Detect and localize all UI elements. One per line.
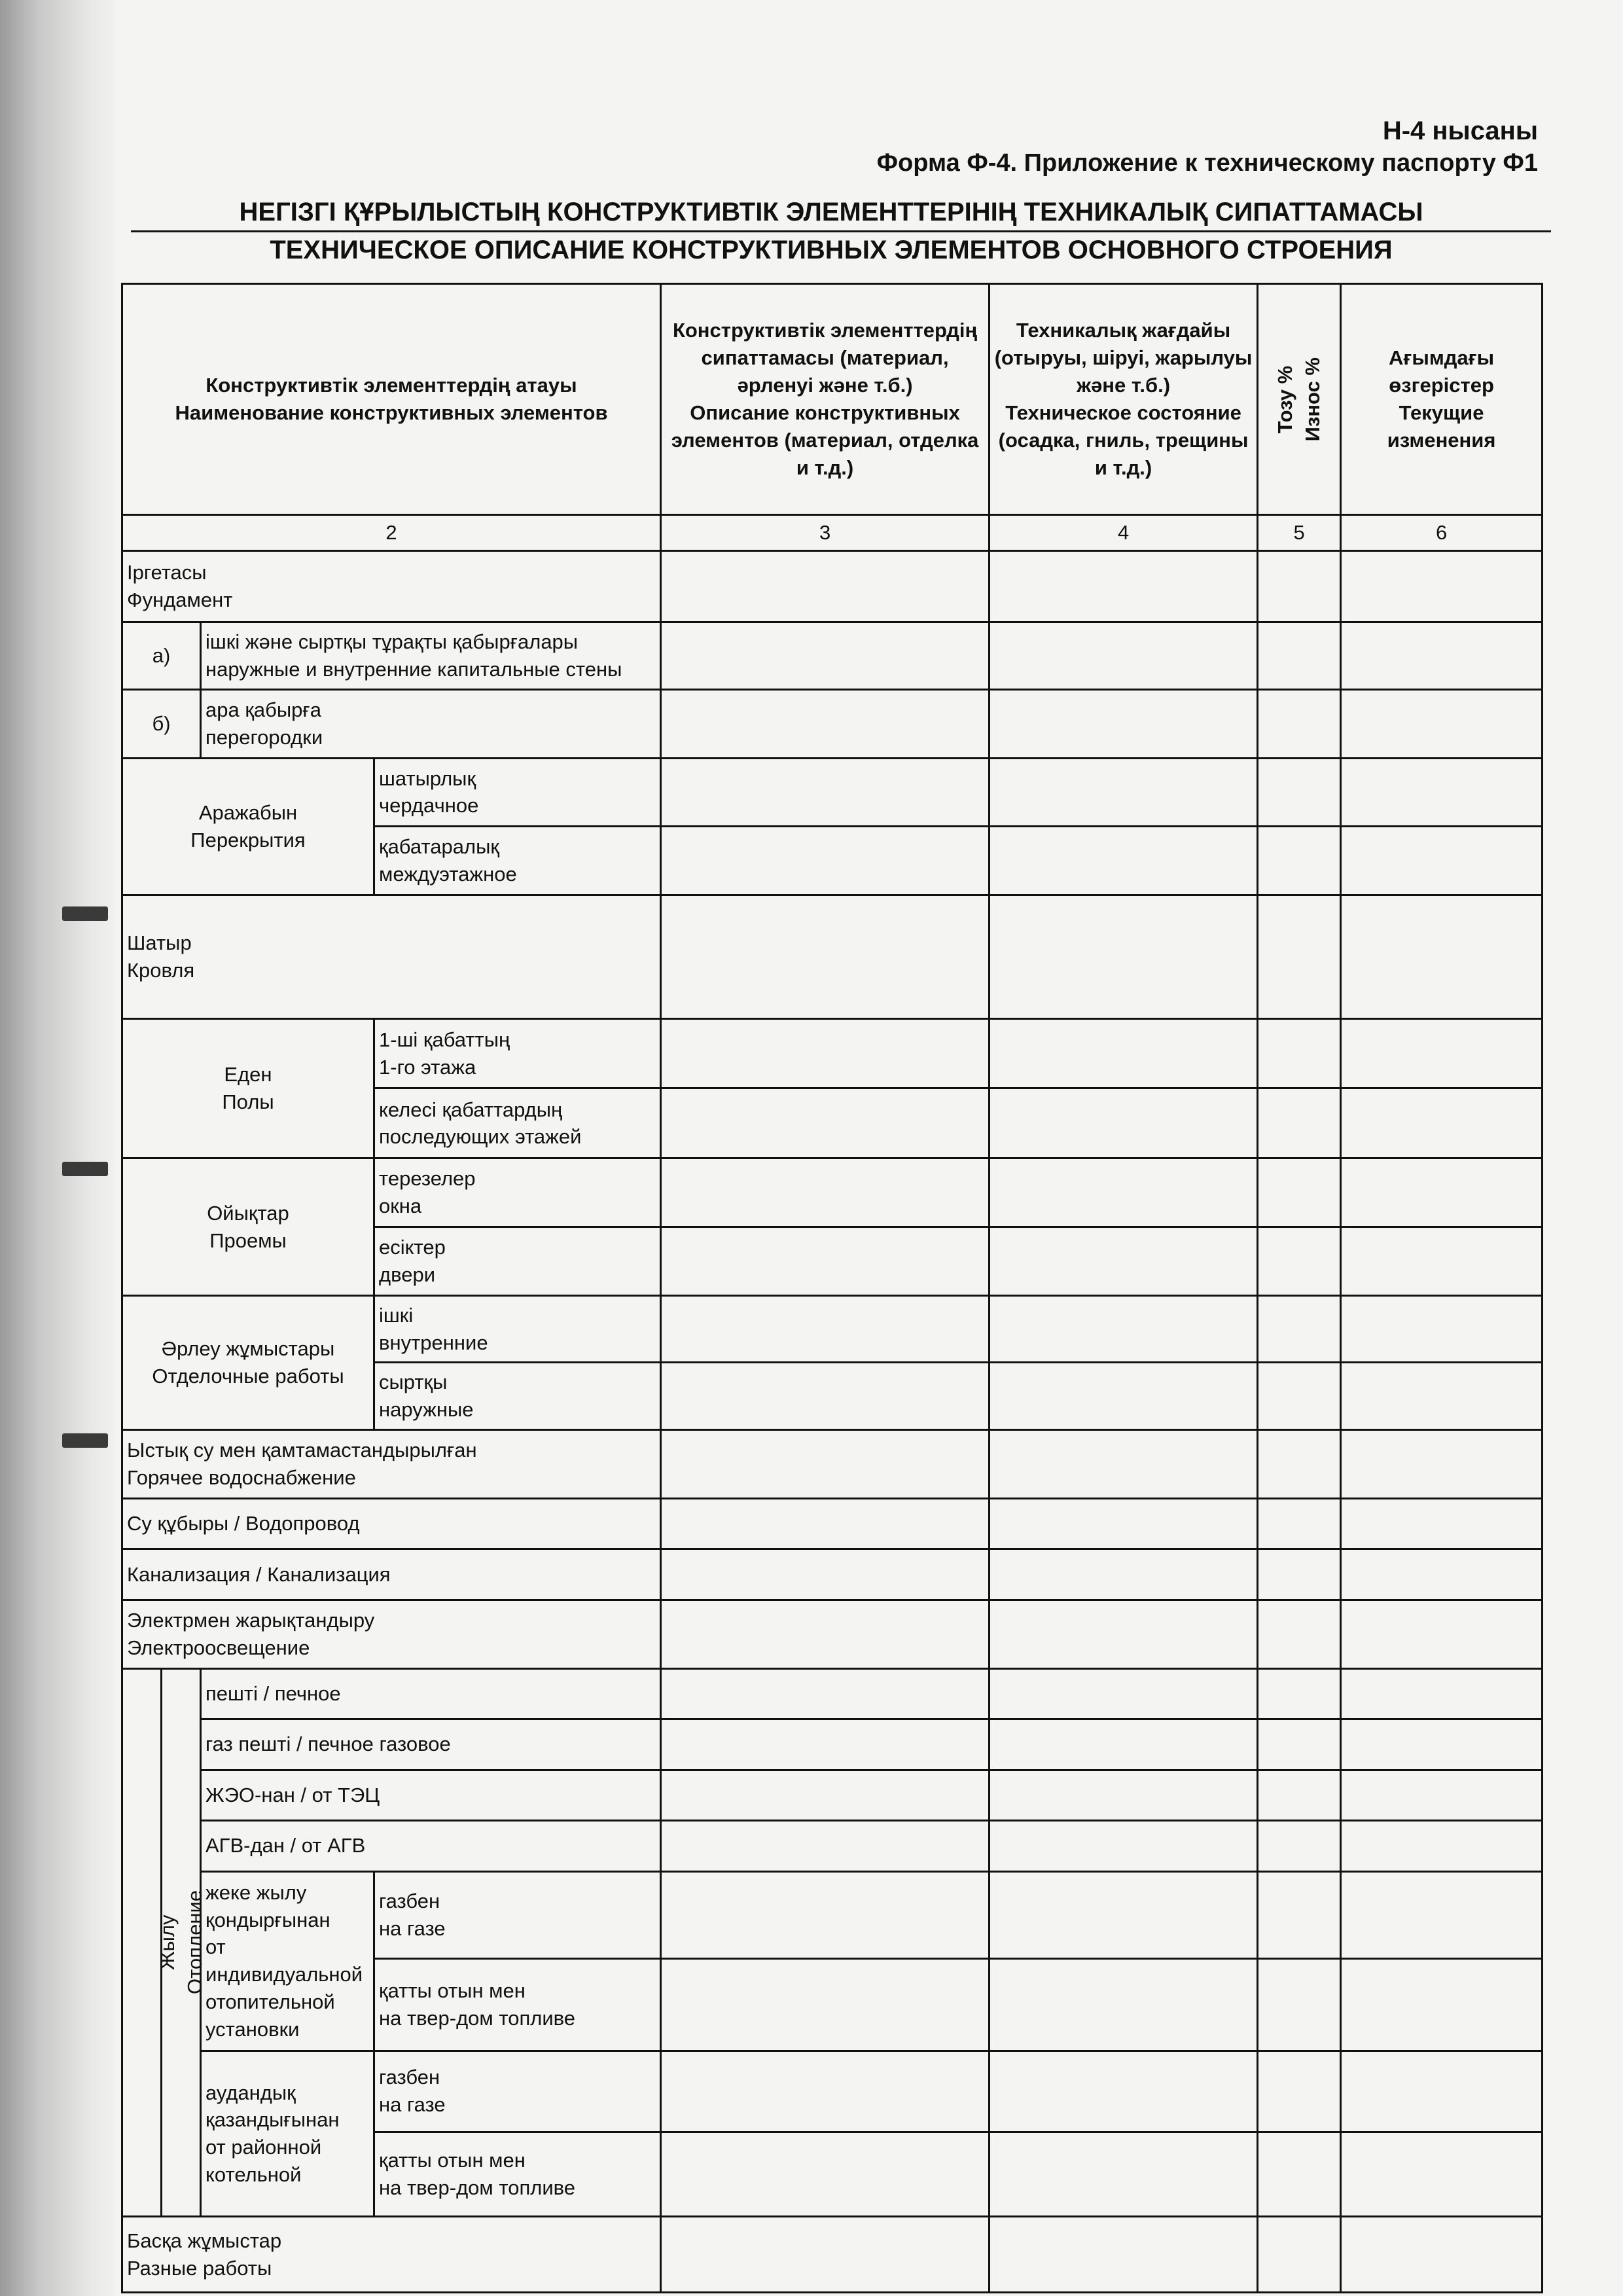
cell-wear[interactable] <box>1258 2217 1341 2293</box>
cell-description[interactable] <box>661 1821 990 1872</box>
cell-changes[interactable] <box>1341 622 1543 690</box>
table-row <box>122 758 1543 827</box>
form-number-kz: Н-4 нысаны <box>1382 117 1538 145</box>
row-label-sewer: Канализация / Канализация <box>122 1549 661 1600</box>
cell-condition[interactable] <box>990 1088 1258 1158</box>
row-label-gas-stove: газ пешті / печное газовое <box>201 1719 661 1770</box>
cell-changes[interactable] <box>1341 2132 1543 2217</box>
col-number: 4 <box>990 514 1258 550</box>
cell-wear[interactable] <box>1258 1959 1341 2051</box>
cell-changes[interactable] <box>1341 1770 1543 1821</box>
cell-changes[interactable] <box>1341 827 1543 895</box>
cell-condition[interactable] <box>990 1498 1258 1549</box>
cell-wear[interactable] <box>1258 2132 1341 2217</box>
row-label-tec: ЖЭО-нан / от ТЭЦ <box>201 1770 661 1821</box>
col-header-changes: Ағымдағы өзгерістер Текущие изменения <box>1341 284 1543 515</box>
binding-ring <box>62 1162 108 1176</box>
form-number-ru: Форма Ф-4. Приложение к техническому паспорту Ф1 <box>876 149 1538 177</box>
cell-description[interactable] <box>661 1600 990 1668</box>
cell-condition[interactable] <box>990 1770 1258 1821</box>
row-label-other: Басқа жұмыстар Разные работы <box>122 2217 661 2293</box>
table-row <box>122 622 1543 690</box>
cell-description[interactable] <box>661 1959 990 2051</box>
row-label-stove: пешті / печное <box>201 1668 661 1719</box>
cell-changes[interactable] <box>1341 1871 1543 1959</box>
cell-changes[interactable] <box>1341 1600 1543 1668</box>
row-label-individual: жеке жылу қондырғынан от индивидуальной отопительной установки <box>201 1871 374 2051</box>
row-letter-b: б) <box>122 689 201 758</box>
col-header-wear: Тозу % Износ % <box>1258 284 1341 515</box>
row-label-partitions: ара қабырға перегородки <box>201 689 661 758</box>
table-row <box>122 1821 1543 1872</box>
cell-wear[interactable] <box>1258 758 1341 827</box>
row-sublabel-solid-fuel: қатты отын мен на твер-дом топливе <box>374 2132 661 2217</box>
cell-changes[interactable] <box>1341 1295 1543 1363</box>
col-number: 5 <box>1258 514 1341 550</box>
row-label-hot-water: Ыстық су мен қамтамастандырылған Горячее водоснабжение <box>122 1430 661 1499</box>
cell-changes[interactable] <box>1341 1719 1543 1770</box>
cell-changes[interactable] <box>1341 1088 1543 1158</box>
cell-description[interactable] <box>661 758 990 827</box>
row-label-roof: Шатыр Кровля <box>122 895 661 1019</box>
cell-wear[interactable] <box>1258 1668 1341 1719</box>
cell-description[interactable] <box>661 1227 990 1296</box>
cell-changes[interactable] <box>1341 1668 1543 1719</box>
row-label-district: аудандық қазандығынан от районной котельной <box>201 2051 374 2216</box>
row-label-agv: АГВ-дан / от АГВ <box>201 1821 661 1872</box>
cell-condition[interactable] <box>990 1158 1258 1227</box>
cell-description[interactable] <box>661 1363 990 1430</box>
cell-wear[interactable] <box>1258 1363 1341 1430</box>
title-ru: ТЕХНИЧЕСКОЕ ОПИСАНИЕ КОНСТРУКТИВНЫХ ЭЛЕМЕНТОВ ОСНОВНОГО СТРОЕНИЯ <box>270 236 1393 264</box>
cell-changes[interactable] <box>1341 551 1543 622</box>
cell-wear[interactable] <box>1258 551 1341 622</box>
cell-wear[interactable] <box>1258 1088 1341 1158</box>
row-sublabel-interfloor: қабатаралық междуэтажное <box>374 827 661 895</box>
cell-changes[interactable] <box>1341 1363 1543 1430</box>
cell-description[interactable] <box>661 1770 990 1821</box>
title-underline <box>131 230 1551 232</box>
cell-wear[interactable] <box>1258 1018 1341 1088</box>
cell-wear[interactable] <box>1258 1158 1341 1227</box>
column-number-row <box>122 514 1543 550</box>
cell-wear[interactable] <box>1258 1227 1341 1296</box>
table-row <box>122 689 1543 758</box>
cell-condition[interactable] <box>990 2132 1258 2217</box>
cell-changes[interactable] <box>1341 1959 1543 2051</box>
table-row <box>122 1158 1543 1227</box>
cell-description[interactable] <box>661 1430 990 1499</box>
cell-condition[interactable] <box>990 551 1258 622</box>
cell-wear[interactable] <box>1258 1600 1341 1668</box>
cell-description[interactable] <box>661 1018 990 1088</box>
table-row <box>122 1430 1543 1499</box>
cell-condition[interactable] <box>990 1549 1258 1600</box>
cell-changes[interactable] <box>1341 1821 1543 1872</box>
cell-changes[interactable] <box>1341 1498 1543 1549</box>
row-label-floors: Еден Полы <box>122 1018 374 1158</box>
cell-description[interactable] <box>661 1871 990 1959</box>
cell-description[interactable] <box>661 622 990 690</box>
cell-description[interactable] <box>661 1668 990 1719</box>
cell-condition[interactable] <box>990 1821 1258 1872</box>
row-label-heating: Жылу Отопление <box>162 1668 201 2217</box>
cell-description[interactable] <box>661 2132 990 2217</box>
binding-ring <box>62 1433 108 1448</box>
cell-changes[interactable] <box>1341 1018 1543 1088</box>
col-number: 2 <box>122 514 661 550</box>
cell-description[interactable] <box>661 1295 990 1363</box>
row-sublabel-attic: шатырлық чердачное <box>374 758 661 827</box>
cell-wear[interactable] <box>1258 1295 1341 1363</box>
cell-wear[interactable] <box>1258 689 1341 758</box>
table-row <box>122 1549 1543 1600</box>
row-label-floor-overlaps: Аражабын Перекрытия <box>122 758 374 895</box>
binding-strip <box>0 0 115 2296</box>
col-number: 6 <box>1341 514 1543 550</box>
cell-changes[interactable] <box>1341 895 1543 1019</box>
cell-changes[interactable] <box>1341 1549 1543 1600</box>
row-sublabel-internal: ішкі внутренние <box>374 1295 661 1363</box>
col-header-name: Конструктивтік элементтердің атауы Наименование конструктивных элементов <box>122 284 661 515</box>
cell-condition[interactable] <box>990 1430 1258 1499</box>
cell-description[interactable] <box>661 827 990 895</box>
cell-description[interactable] <box>661 1158 990 1227</box>
table-row <box>122 1668 1543 1719</box>
cell-description[interactable] <box>661 689 990 758</box>
cell-description[interactable] <box>661 1088 990 1158</box>
table-row <box>122 1295 1543 1363</box>
cell-description[interactable] <box>661 1549 990 1600</box>
table-row <box>122 1600 1543 1668</box>
row-sublabel-gas: газбен на газе <box>374 1871 661 1959</box>
cell-description[interactable] <box>661 1719 990 1770</box>
table-row <box>122 1770 1543 1821</box>
cell-condition[interactable] <box>990 1295 1258 1363</box>
cell-wear[interactable] <box>1258 1821 1341 1872</box>
cell-description[interactable] <box>661 895 990 1019</box>
cell-condition[interactable] <box>990 827 1258 895</box>
header-row <box>122 284 1543 515</box>
cell-condition[interactable] <box>990 2051 1258 2132</box>
row-label-walls: ішкі және сыртқы тұрақты қабырғалары наружные и внутренние капитальные стены <box>201 622 661 690</box>
cell-wear[interactable] <box>1258 827 1341 895</box>
row-sublabel-solid-fuel: қатты отын мен на твер-дом топливе <box>374 1959 661 2051</box>
cell-wear[interactable] <box>1258 895 1341 1019</box>
cell-condition[interactable] <box>990 1959 1258 2051</box>
cell-changes[interactable] <box>1341 1430 1543 1499</box>
row-sublabel-external: сыртқы наружные <box>374 1363 661 1430</box>
cell-changes[interactable] <box>1341 2051 1543 2132</box>
binding-ring <box>62 906 108 921</box>
cell-wear[interactable] <box>1258 1871 1341 1959</box>
cell-wear[interactable] <box>1258 1549 1341 1600</box>
row-sublabel-gas: газбен на газе <box>374 2051 661 2132</box>
cell-condition[interactable] <box>990 1363 1258 1430</box>
table-row <box>122 1018 1543 1088</box>
col-number: 3 <box>661 514 990 550</box>
cell-description[interactable] <box>661 1498 990 1549</box>
cell-description[interactable] <box>661 551 990 622</box>
col-header-description: Конструктивтік элементтердің сипаттамасы (материал, әрленуі және т.б.) Описание конструктивных элементов (материал, отделка и т.д.) <box>661 284 990 515</box>
cell-condition[interactable] <box>990 895 1258 1019</box>
table-row <box>122 1498 1543 1549</box>
cell-changes[interactable] <box>1341 758 1543 827</box>
cell-condition[interactable] <box>990 1871 1258 1959</box>
cell-condition[interactable] <box>990 1018 1258 1088</box>
table-row <box>122 1871 1543 1959</box>
row-sublabel-doors: есіктер двери <box>374 1227 661 1296</box>
cell-condition[interactable] <box>990 689 1258 758</box>
cell-changes[interactable] <box>1341 1158 1543 1227</box>
cell-condition[interactable] <box>990 1600 1258 1668</box>
cell-wear[interactable] <box>1258 1498 1341 1549</box>
cell-condition[interactable] <box>990 1227 1258 1296</box>
cell-condition[interactable] <box>990 758 1258 827</box>
cell-wear[interactable] <box>1258 1770 1341 1821</box>
cell-condition[interactable] <box>990 2217 1258 2293</box>
cell-changes[interactable] <box>1341 2217 1543 2293</box>
elements-table <box>121 283 1543 2293</box>
row-sublabel-next-floors: келесі қабаттардың последующих этажей <box>374 1088 661 1158</box>
cell-wear[interactable] <box>1258 1719 1341 1770</box>
cell-condition[interactable] <box>990 622 1258 690</box>
table-row <box>122 895 1543 1019</box>
cell-condition[interactable] <box>990 1668 1258 1719</box>
cell-description[interactable] <box>661 2217 990 2293</box>
row-label-openings: Ойықтар Проемы <box>122 1158 374 1295</box>
cell-wear[interactable] <box>1258 622 1341 690</box>
row-label-finishing: Әрлеу жұмыстары Отделочные работы <box>122 1295 374 1429</box>
cell-description[interactable] <box>661 2051 990 2132</box>
row-label-water: Су құбыры / Водопровод <box>122 1498 661 1549</box>
cell-wear[interactable] <box>1258 2051 1341 2132</box>
cell-wear[interactable] <box>1258 1430 1341 1499</box>
row-sublabel-first-floor: 1-ші қабаттың 1-го этажа <box>374 1018 661 1088</box>
cell-changes[interactable] <box>1341 689 1543 758</box>
row-letter-a: а) <box>122 622 201 690</box>
row-label-electric: Электрмен жарықтандыру Электроосвещение <box>122 1600 661 1668</box>
table-row <box>122 2217 1543 2293</box>
row-label-foundation: Іргетасы Фундамент <box>122 551 661 622</box>
col-header-condition: Техникалық жағдайы (отыруы, шіруі, жарылуы және т.б.) Техническое состояние (осадка, гниль, трещины и т.д.) <box>990 284 1258 515</box>
table-row <box>122 1719 1543 1770</box>
table-row <box>122 2051 1543 2132</box>
table-row <box>122 551 1543 622</box>
cell-condition[interactable] <box>990 1719 1258 1770</box>
row-sublabel-windows: терезелер окна <box>374 1158 661 1227</box>
cell-changes[interactable] <box>1341 1227 1543 1296</box>
title-kz: НЕГІЗГІ ҚҰРЫЛЫСТЫҢ КОНСТРУКТИВТІК ЭЛЕМЕНТТЕРІНІҢ ТЕХНИКАЛЫҚ СИПАТТАМАСЫ <box>239 198 1423 226</box>
